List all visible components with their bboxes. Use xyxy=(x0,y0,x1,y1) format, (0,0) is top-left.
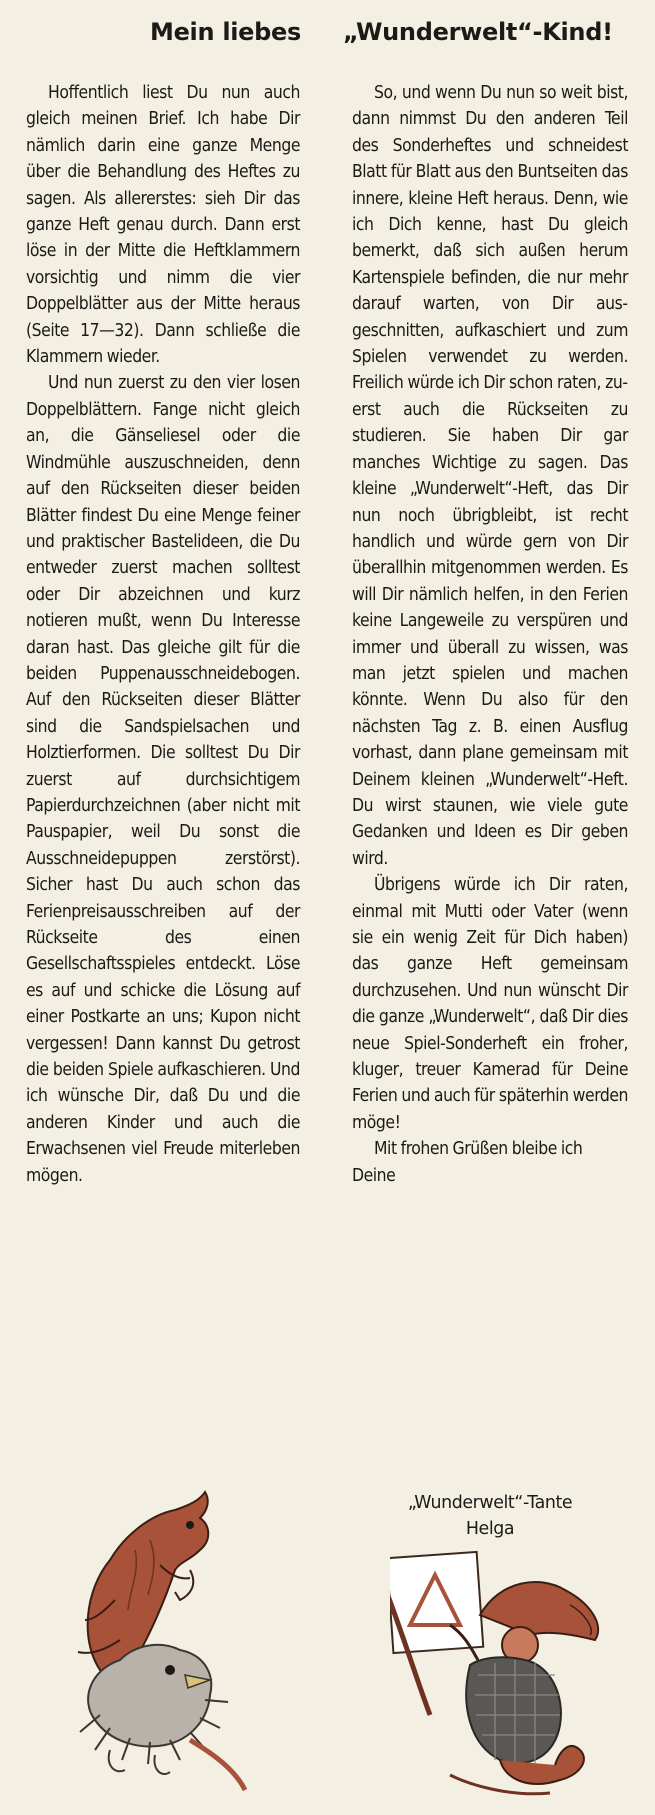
toad-and-bird-illustration xyxy=(40,1470,270,1800)
paragraph: Und nun zuerst zu den vier losen Doppelblättern. Fange nicht gleich an, die Gänseliesel oder die Windmühle auszuschneiden, denn auf den Rückseiten dieser beiden Blätter findest Du eine Menge feiner und praktischer Bastelideen, die Du entweder zuerst machen solltest oder Dir abzeichnen und kurz notieren mußt, wenn Du Interesse daran hast. Das gleiche gilt für die beiden Puppenausschneidebogen. Auf den Rückseiten dieser Blätter sind die Sandspielsachen und Holztierformen. Die solltest Du Dir zuerst auf durchsichtigem Papierdurchzeichnen (aber nicht mit Pauspapier, weil Du sonst die Ausschneidepuppen zerstörst). Sicher hast Du auch schon das Ferienpreisausschreiben auf der Rückseite des einen Gesellschaftsspieles entdeckt. Löse es auf und schicke die Lösung auf einer Postkarte an uns; Kupon nicht vergessen! Dann kannst Du getrost die beiden Spiele aufkaschieren. Und ich wünsche Dir, daß Du und die anderen Kinder und auch die Erwachsenen viel Freude miterleben mögen. xyxy=(26,373,300,1186)
paragraph: So, und wenn Du nun so weit bist, dann nimmst Du den anderen Teil des Sonderheftes und schneidest Blatt für Blatt aus den Buntseiten das innere, kleine Heft heraus. Denn, wie ich Dich kenne, hast Du gleich bemerkt, daß sich außen herum Kartenspiele befinden, die nur mehr darauf warten, von Dir ausgeschnitten, aufkaschiert und zum Spielen verwendet zu werden. Freilich würde ich Dir schon raten, zuerst auch die Rückseiten zu studieren. Sie haben Dir gar manches Wichtige zu sagen. Das kleine „Wunderwelt“-Heft, das Dir nun noch übrigbleibt, ist recht handlich und würde gern von Dir überallhin mitgenommen werden. Es will Dir nämlich helfen, in den Ferien keine Langeweile zu verspüren und immer und überall zu wissen, was man jetzt spielen und machen könnte. Wenn Du also für den nächsten Tag z. B. einen Ausflug vorhast, dann plane gemeinsam mit Deinem kleinen „Wunderwelt“-Heft. Du wirst staunen, wie viele gute Gedanken und Ideen es Dir geben wird. xyxy=(352,83,628,869)
paragraph: Hoffentlich liest Du nun auch gleich meinen Brief. Ich habe Dir nämlich darin eine ganze Menge über die Behandlung des Heftes zu sagen. Als allererstes: sieh Dir das ganze Heft genau durch. Dann erst löse in der Mitte die Heftklammern vorsichtig und nimm die vier Doppelblätter aus der Mitte heraus (Seite 17—32). Dann schließe die Klammern wieder. xyxy=(26,83,300,368)
paragraph: Übrigens würde ich Dir raten, einmal mit Mutti oder Vater (wenn sie ein wenig Zeit für Dich haben) das ganze Heft gemeinsam durchzusehen. Und nun wünscht Dir die ganze „Wunderwelt“, daß Dir dies neue Spiel-Sonderheft ein froher, kluger, treuer Kamerad für Deine Ferien und auch für späterhin werden möge! xyxy=(352,875,628,1133)
bird-icon xyxy=(80,1645,245,1790)
gnome-drawing-illustration xyxy=(390,1535,650,1805)
letter-title xyxy=(150,18,620,46)
title-recipient: „Wunderwelt“-Kind! xyxy=(343,18,613,46)
closing-paragraph: Mit frohen Grüßen bleibe ich Deine xyxy=(352,1139,583,1186)
signature-name: „Wunderwelt“-Tante xyxy=(407,1493,573,1513)
left-column xyxy=(26,80,300,1189)
right-column xyxy=(352,80,628,1189)
title-greeting: Mein liebes xyxy=(150,18,302,46)
signature-firstname: Helga xyxy=(465,1519,515,1540)
